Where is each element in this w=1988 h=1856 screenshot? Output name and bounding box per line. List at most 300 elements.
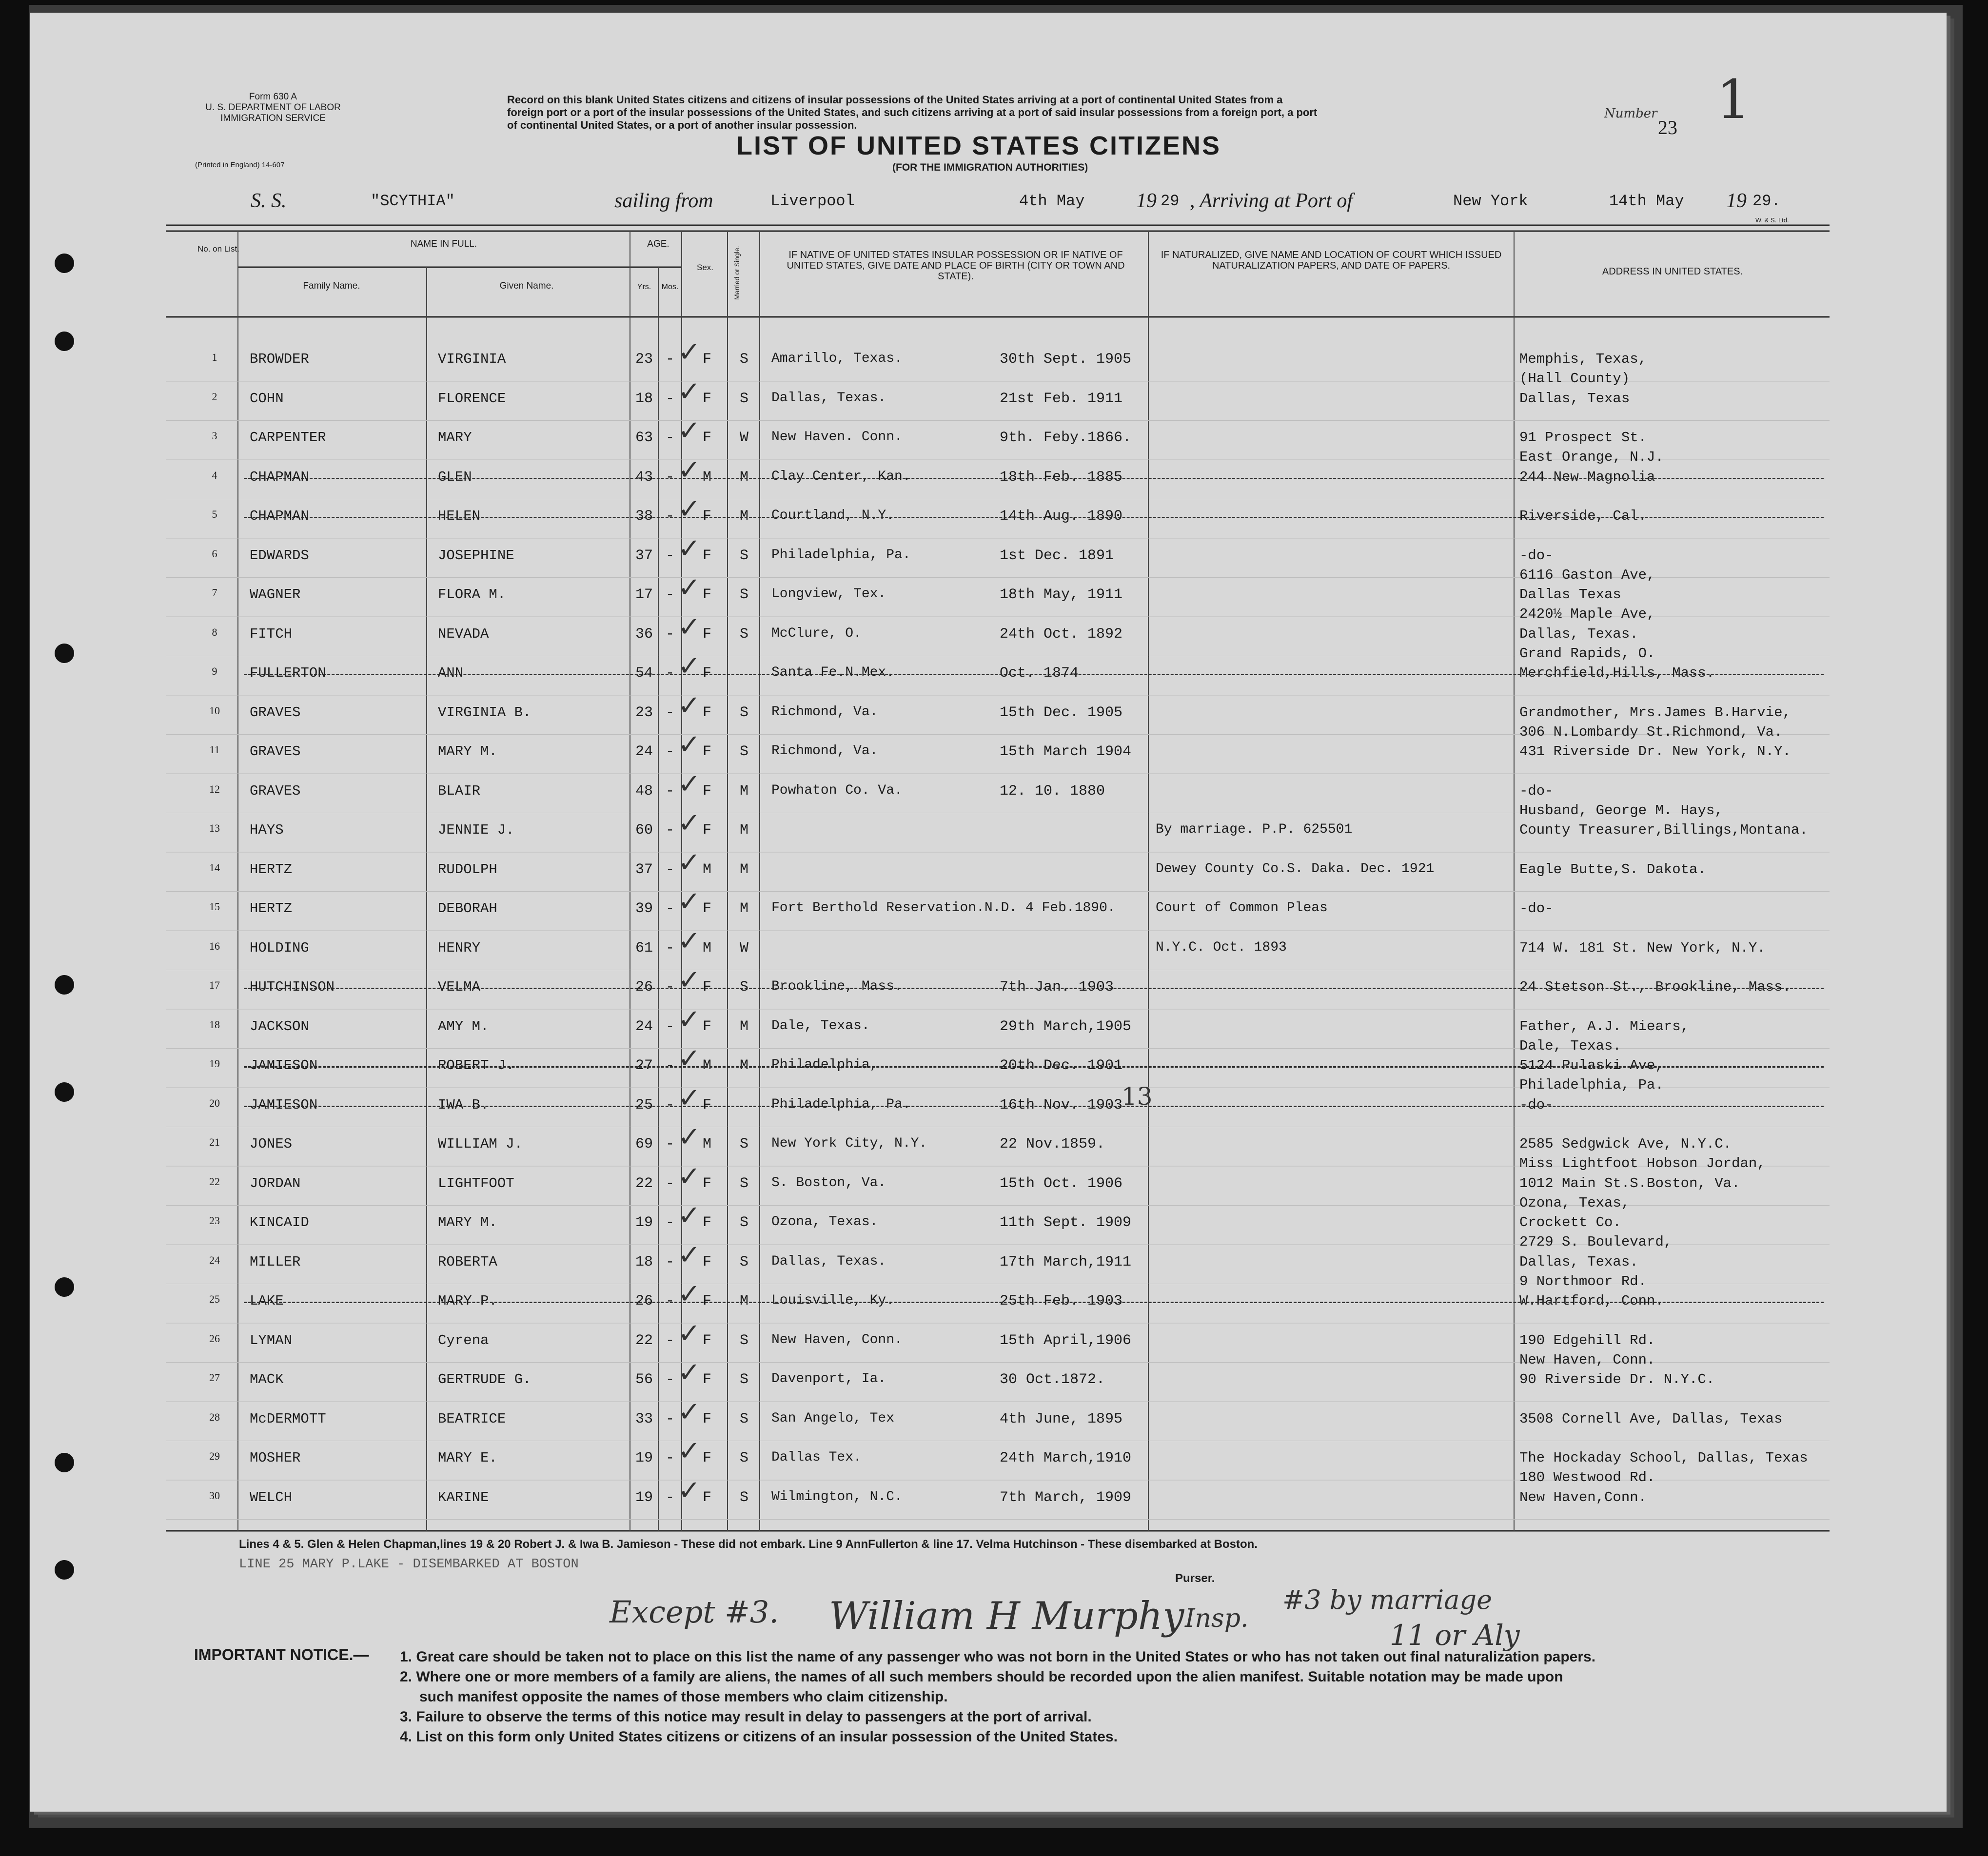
age-months: - (665, 979, 674, 996)
address-line-2: Dale, Texas. (1519, 1037, 1621, 1054)
address: 24 Stetson St., Brookline, Mass. (1519, 979, 1791, 995)
address-line-2: Husband, George M. Hays, (1519, 802, 1723, 819)
check-mark-icon: ✓ (678, 768, 701, 800)
age-months: - (665, 1214, 674, 1231)
row-number: 28 (209, 1410, 220, 1423)
family-name: HERTZ (250, 900, 293, 917)
marital-status: M (739, 782, 748, 800)
age-months: - (665, 1371, 674, 1388)
row-number: 11 (209, 743, 220, 756)
age-years: 19 (635, 1450, 653, 1466)
address-line-2: Grand Rapids, O. (1519, 645, 1655, 662)
header-sex: Sex. (696, 263, 714, 272)
given-name: ROBERTA (438, 1253, 497, 1270)
check-mark-icon: ✓ (678, 1239, 701, 1271)
sex: F (702, 822, 711, 839)
number-value: 23 (1658, 117, 1677, 138)
age-years: 24 (635, 1018, 653, 1035)
row-number: 22 (209, 1175, 220, 1188)
sex: F (702, 625, 711, 643)
given-name: VELMA (438, 979, 481, 995)
marital-status: M (739, 1018, 748, 1035)
page-title: LIST OF UNITED STATES CITIZENS (736, 131, 1221, 160)
given-name: MARY P. (438, 1293, 497, 1309)
check-mark-icon: ✓ (678, 611, 701, 643)
age-months: - (665, 1293, 674, 1309)
given-name: GLEN (438, 469, 472, 485)
given-name: MARY (438, 430, 472, 446)
given-name: MARY M. (438, 743, 497, 760)
header-name-in-full: NAME IN FULL. (410, 239, 477, 249)
row-number: 14 (209, 861, 220, 874)
family-name: WELCH (250, 1489, 293, 1505)
birth-place: Philadelphia, Pa. (771, 1096, 911, 1112)
strike-line (244, 478, 1824, 479)
printer-mark: W. & S. Ltd. (1755, 216, 1789, 224)
marital-status: M (739, 822, 748, 839)
header-yrs: Yrs. (637, 283, 651, 291)
birth-date: 7th March, 1909 (1000, 1489, 1132, 1506)
row-number: 30 (209, 1489, 220, 1502)
birth-place: Amarillo, Texas. (771, 351, 903, 366)
arrival-port: New York (1453, 192, 1528, 210)
marital-status: S (739, 351, 748, 368)
age-years: 63 (635, 430, 653, 446)
sex: M (702, 939, 711, 957)
age-years: 19 (635, 1214, 653, 1231)
age-months: - (665, 1057, 674, 1074)
marital-status: S (739, 743, 748, 760)
marital-status: M (739, 1293, 748, 1309)
check-mark-icon: ✓ (678, 1435, 701, 1467)
address: 431 Riverside Dr. New York, N.Y. (1519, 743, 1791, 760)
age-months: - (665, 939, 674, 957)
address: 90 Riverside Dr. N.Y.C. (1519, 1371, 1715, 1387)
birth-place: San Angelo, Tex (771, 1410, 895, 1426)
birth-date: 15th March 1904 (1000, 743, 1132, 760)
birth-place: Fort Berthold Reservation.N.D. 4 Feb.1890. (771, 900, 1116, 916)
birth-place: Dallas, Texas. (771, 390, 886, 406)
check-mark-icon: ✓ (678, 1160, 701, 1192)
address: Dallas, Texas (1519, 390, 1630, 407)
sex: F (702, 1018, 711, 1035)
age-months: - (665, 1489, 674, 1506)
sex: F (702, 1214, 711, 1231)
family-name: JAMIESON (250, 1057, 318, 1074)
marital-status: M (739, 861, 748, 878)
sheet-mark: 1 (1716, 68, 1751, 131)
age-months: - (665, 1096, 674, 1114)
birth-date: 25th Feb. 1903 (1000, 1293, 1123, 1309)
age-years: 17 (635, 586, 653, 603)
address: 1012 Main St.S.Boston, Va. (1519, 1175, 1740, 1192)
row-number: 9 (212, 665, 217, 677)
age-years: 39 (635, 900, 653, 917)
given-name: FLORA M. (438, 586, 506, 603)
given-name: RUDOLPH (438, 861, 497, 878)
row-number: 15 (209, 900, 220, 913)
given-name: ROBERT J. (438, 1057, 514, 1074)
marital-status: S (739, 1214, 748, 1231)
age-months: - (665, 1450, 674, 1466)
marital-status: S (739, 1332, 748, 1349)
address: Dallas Texas (1519, 586, 1621, 603)
age-months: - (665, 900, 674, 917)
age-months: - (665, 1253, 674, 1270)
given-name: AMY M. (438, 1018, 489, 1035)
address-line-2: East Orange, N.J. (1519, 449, 1664, 465)
age-months: - (665, 1410, 674, 1427)
birth-place: Courtland, N.Y. (771, 508, 895, 523)
birth-place: S. Boston, Va. (771, 1175, 886, 1191)
departure-year: 29 (1161, 192, 1180, 210)
instruction-line: Record on this blank United States citizens and citizens of insular possessions of the United States arriving at a port of continental United States from a (507, 94, 1283, 106)
sex: F (702, 1410, 711, 1427)
header-birth: IF NATIVE OF UNITED STATES INSULAR POSSESSION OR IF NATIVE OF UNITED STATES, GIVE DATE AND PLACE OF BIRTH (CITY OR TOWN AND STATE). (787, 250, 1125, 282)
age-months: - (665, 1018, 674, 1035)
number-label: Number (1604, 106, 1657, 121)
family-name: LAKE (250, 1293, 284, 1309)
check-mark-icon: ✓ (678, 1200, 701, 1231)
address: -do- (1519, 900, 1554, 917)
strike-line (244, 988, 1824, 989)
printed-note: (Printed in England) 14-607 (195, 161, 285, 169)
arriving-label: , Arriving at Port of (1190, 190, 1353, 212)
sex: F (702, 665, 711, 682)
family-name: CHAPMAN (250, 469, 309, 485)
age-years: 25 (635, 1096, 653, 1114)
sex: F (702, 1293, 711, 1309)
address: Eagle Butte,S. Dakota. (1519, 861, 1706, 878)
age-years: 36 (635, 625, 653, 643)
given-name: HELEN (438, 508, 481, 524)
check-mark-icon: ✓ (678, 1082, 701, 1114)
row-number: 1 (212, 351, 217, 363)
given-name: BEATRICE (438, 1410, 506, 1427)
naturalization: Dewey County Co.S. Daka. Dec. 1921 (1156, 861, 1435, 877)
sex: F (702, 547, 711, 564)
notice-list (400, 1647, 1595, 1747)
marital-status: M (739, 1057, 748, 1074)
marital-status: S (739, 1489, 748, 1506)
check-mark-icon: ✓ (678, 1043, 701, 1075)
age-years: 38 (635, 508, 653, 525)
ship-name: "SCYTHIA" (371, 192, 455, 210)
sex: M (702, 1136, 711, 1153)
given-name: FLORENCE (438, 390, 506, 407)
sex: F (702, 1371, 711, 1388)
family-name: LYMAN (250, 1332, 293, 1348)
birth-date: 1st Dec. 1891 (1000, 547, 1114, 564)
birth-date: 9th. Feby.1866. (1000, 430, 1132, 446)
marital-status: S (739, 586, 748, 603)
year-label-2: 19 (1726, 190, 1747, 212)
row-number: 20 (209, 1096, 220, 1109)
row-number: 23 (209, 1214, 220, 1227)
check-mark-icon: ✓ (678, 532, 701, 565)
given-name: WILLIAM J. (438, 1136, 523, 1152)
given-name: GERTRUDE G. (438, 1371, 531, 1387)
marital-status: S (739, 547, 748, 564)
birth-place: Philadelphia, Pa. (771, 547, 911, 563)
handwritten-insp: Insp. (1185, 1604, 1249, 1633)
sex: F (702, 1253, 711, 1270)
sex: M (702, 1057, 711, 1074)
birth-place: New York City, N.Y. (771, 1136, 927, 1151)
departure-port: Liverpool (770, 192, 855, 210)
check-mark-icon: ✓ (678, 1396, 701, 1428)
address-line-2: Ozona, Texas, (1519, 1194, 1630, 1211)
check-mark-icon: ✓ (678, 886, 701, 918)
given-name: MARY E. (438, 1450, 497, 1466)
marital-status: M (739, 900, 748, 917)
year-label-1: 19 (1136, 190, 1157, 212)
ss-label: S. S. (251, 190, 287, 212)
address: Riverside, Cal. (1519, 508, 1647, 524)
marital-status: S (739, 704, 748, 721)
check-mark-icon: ✓ (678, 415, 701, 447)
birth-place: Dale, Texas. (771, 1018, 870, 1034)
birth-date: 22 Nov.1859. (1000, 1136, 1105, 1153)
age-months: - (665, 822, 674, 839)
row-number: 18 (209, 1018, 220, 1031)
birth-place: Brookline, Mass. (771, 979, 903, 994)
marital-status: S (739, 625, 748, 643)
marital-status: S (739, 1253, 748, 1270)
address-line-2: (Hall County) (1519, 371, 1630, 387)
handwritten-thirteen: 13 (1122, 1082, 1153, 1111)
birth-place: McClure, O. (771, 625, 862, 641)
marital-status: S (739, 390, 748, 407)
row-number: 4 (212, 469, 217, 481)
age-years: 69 (635, 1136, 653, 1153)
address: Dallas, Texas. (1519, 625, 1638, 642)
handwritten-marriage: #3 by marriage (1282, 1584, 1493, 1615)
birth-date: 15th April,1906 (1000, 1332, 1132, 1349)
address: Merchfield,Hills, Mass. (1519, 665, 1715, 681)
age-years: 54 (635, 665, 653, 682)
given-name: Cyrena (438, 1332, 489, 1348)
notice-item: 3. Failure to observe the terms of this notice may result in delay to passengers at the port of arrival. (400, 1709, 1092, 1725)
given-name: BLAIR (438, 782, 481, 799)
birth-date: 30 Oct.1872. (1000, 1371, 1105, 1388)
given-name: MARY M. (438, 1214, 497, 1231)
marital-status: S (739, 1371, 748, 1388)
given-name: KARINE (438, 1489, 489, 1505)
family-name: WAGNER (250, 586, 301, 603)
age-years: 24 (635, 743, 653, 760)
birth-place: Philadelphia, (771, 1057, 878, 1073)
strike-line (244, 674, 1824, 675)
row-number: 12 (209, 782, 220, 795)
age-years: 19 (635, 1489, 653, 1506)
header-given-name: Given Name. (499, 281, 554, 291)
age-months: - (665, 743, 674, 760)
check-mark-icon: ✓ (678, 1474, 701, 1506)
family-name: HOLDING (250, 939, 309, 956)
row-number: 26 (209, 1332, 220, 1345)
check-mark-icon: ✓ (678, 1278, 701, 1310)
family-name: GRAVES (250, 743, 301, 760)
sex: F (702, 586, 711, 603)
sex: F (702, 351, 711, 368)
address: 714 W. 181 St. New York, N.Y. (1519, 939, 1766, 956)
given-name: IWA B. (438, 1096, 489, 1113)
age-years: 18 (635, 1253, 653, 1270)
row-number: 7 (212, 586, 217, 599)
purser-label: Purser. (1175, 1572, 1215, 1585)
check-mark-icon: ✓ (678, 1357, 701, 1388)
check-mark-icon: ✓ (678, 1121, 701, 1153)
header-no: No. on List. (197, 244, 239, 254)
address-line-2: New Haven, Conn. (1519, 1351, 1655, 1368)
header-family-name: Family Name. (303, 281, 360, 291)
check-mark-icon: ✓ (678, 375, 701, 408)
birth-place: Richmond, Va. (771, 743, 878, 759)
row-number: 19 (209, 1057, 220, 1070)
check-mark-icon: ✓ (678, 729, 701, 761)
family-name: GRAVES (250, 704, 301, 721)
service-name: IMMIGRATION SERVICE (220, 113, 326, 123)
age-years: 23 (635, 351, 653, 368)
row-number: 8 (212, 625, 217, 638)
birth-place: Louisville, Ky. (771, 1293, 895, 1308)
address: 3508 Cornell Ave, Dallas, Texas (1519, 1410, 1783, 1427)
row-number: 29 (209, 1450, 220, 1462)
address: Dallas, Texas. (1519, 1253, 1638, 1270)
age-months: - (665, 547, 674, 564)
check-mark-icon: ✓ (678, 925, 701, 957)
sex: F (702, 508, 711, 525)
family-name: KINCAID (250, 1214, 309, 1231)
age-months: - (665, 782, 674, 800)
age-years: 26 (635, 1293, 653, 1309)
age-years: 23 (635, 704, 653, 721)
address-line-2: 306 N.Lombardy St.Richmond, Va. (1519, 723, 1783, 740)
birth-date: 12. 10. 1880 (1000, 782, 1105, 800)
age-years: 26 (635, 979, 653, 996)
address-line-2: 2729 S. Boulevard, (1519, 1234, 1673, 1250)
notice-item: 2. Where one or more members of a family are aliens, the names of all such members should be recorded upon the alien manifest. Suitable notation may be made upon (400, 1669, 1563, 1685)
age-months: - (665, 390, 674, 407)
check-mark-icon: ✓ (678, 689, 701, 722)
footer-note-lake: LINE 25 MARY P.LAKE - DISEMBARKED AT BOSTON (239, 1557, 579, 1572)
sex: F (702, 1489, 711, 1506)
notice-item: such manifest opposite the names of those members who claim citizenship. (419, 1689, 948, 1705)
given-name: JENNIE J. (438, 822, 514, 838)
age-years: 60 (635, 822, 653, 839)
age-years: 56 (635, 1371, 653, 1388)
address-line-2: 180 Westwood Rd. (1519, 1469, 1655, 1485)
sex: F (702, 1175, 711, 1192)
birth-date: 30th Sept. 1905 (1000, 351, 1132, 368)
row-number: 13 (209, 822, 220, 834)
marital-status: W (739, 430, 748, 446)
address: 5124 Pulaski Ave, (1519, 1057, 1664, 1074)
birth-date: 24th Oct. 1892 (1000, 625, 1123, 643)
birth-date: 16th Nov. 1903 (1000, 1096, 1123, 1114)
birth-place: Dallas, Texas. (771, 1253, 886, 1269)
check-mark-icon: ✓ (678, 650, 701, 682)
row-number: 21 (209, 1136, 220, 1148)
address-line-2: Philadelphia, Pa. (1519, 1077, 1664, 1093)
birth-place: Richmond, Va. (771, 704, 878, 720)
marital-status: W (739, 939, 748, 957)
age-months: - (665, 430, 674, 446)
family-name: JONES (250, 1136, 293, 1152)
address: New Haven,Conn. (1519, 1489, 1647, 1505)
birth-date: 29th March,1905 (1000, 1018, 1132, 1035)
arrival-date: 14th May (1609, 192, 1684, 210)
naturalization: N.Y.C. Oct. 1893 (1156, 939, 1287, 955)
handwritten-except: Except #3. (610, 1594, 779, 1630)
inspector-signature: William H Murphy (829, 1594, 1184, 1638)
address: Father, A.J. Miears, (1519, 1018, 1690, 1035)
address: 2585 Sedgwick Ave, N.Y.C. (1519, 1136, 1732, 1152)
family-name: JACKSON (250, 1018, 309, 1035)
sex: F (702, 430, 711, 446)
check-mark-icon: ✓ (678, 572, 701, 604)
departure-date: 4th May (1019, 192, 1085, 210)
family-name: COHN (250, 390, 284, 407)
sex: F (702, 743, 711, 760)
birth-place: Clay Center, Kan. (771, 469, 911, 484)
row-number: 17 (209, 979, 220, 991)
family-name: McDERMOTT (250, 1410, 326, 1427)
arrival-year: 29. (1752, 192, 1781, 210)
birth-place: Santa Fe.N.Mex. (771, 665, 895, 680)
age-years: 18 (635, 390, 653, 407)
age-months: - (665, 1136, 674, 1153)
row-number: 24 (209, 1253, 220, 1266)
instruction-line: of continental United States, or a port of another insular possession. (507, 119, 857, 131)
birth-place: Ozona, Texas. (771, 1214, 878, 1230)
birth-place: Wilmington, N.C. (771, 1489, 903, 1504)
age-months: - (665, 861, 674, 878)
row-number: 16 (209, 939, 220, 952)
footer-note: Lines 4 & 5. Glen & Helen Chapman,lines 19 & 20 Robert J. & Iwa B. Jamieson - These did not embark. Line 9 AnnFullerton & line 17. Velma Hutchinson - These disembarked at Boston. (239, 1538, 1258, 1551)
page-subtitle: (FOR THE IMMIGRATION AUTHORITIES) (892, 162, 1088, 173)
form-number: Form 630 A (249, 92, 297, 102)
naturalization: Court of Common Pleas (1156, 900, 1328, 916)
address: County Treasurer,Billings,Montana. (1519, 822, 1808, 838)
address: -do- (1519, 547, 1554, 564)
birth-date: 18th Feb. 1885 (1000, 469, 1123, 486)
sex: F (702, 1096, 711, 1114)
row-number: 3 (212, 430, 217, 442)
sex: F (702, 704, 711, 721)
row-number: 25 (209, 1293, 220, 1305)
age-years: 37 (635, 547, 653, 564)
address: W.Hartford, Conn. (1519, 1293, 1664, 1309)
notice-item: 4. List on this form only United States citizens or citizens of an insular possession of the United States. (400, 1729, 1118, 1745)
age-months: - (665, 1332, 674, 1349)
birth-date: 7th Jan. 1903 (1000, 979, 1114, 996)
birth-date: 15th Dec. 1905 (1000, 704, 1123, 721)
handwritten-eleven: 11 or Aly (1390, 1619, 1520, 1652)
address: Crockett Co. (1519, 1214, 1621, 1231)
sex: F (702, 782, 711, 800)
given-name: DEBORAH (438, 900, 497, 917)
family-name: MACK (250, 1371, 284, 1387)
header-married-single: Married or Single. (733, 246, 741, 300)
given-name: HENRY (438, 939, 481, 956)
age-years: 27 (635, 1057, 653, 1074)
family-name: HERTZ (250, 861, 293, 878)
address: 91 Prospect St. (1519, 430, 1647, 446)
check-mark-icon: ✓ (678, 1003, 701, 1035)
family-name: MILLER (250, 1253, 301, 1270)
